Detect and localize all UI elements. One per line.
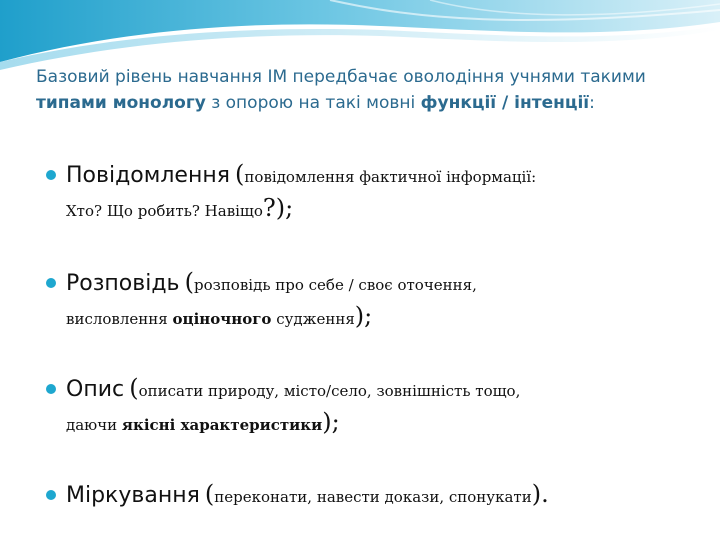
item-term: Розповідь — [66, 271, 180, 296]
bullet-dot-icon — [46, 384, 56, 394]
item-line-1 — [66, 160, 536, 188]
item-description: повідомлення фактичної інформації: — [244, 168, 537, 186]
item-line-1 — [66, 374, 520, 402]
item-description-cont: даючи — [66, 416, 122, 434]
bullet-dot-icon — [46, 278, 56, 288]
item-description-bold: оціночного — [172, 310, 272, 328]
item-close-paren: ). — [531, 480, 549, 508]
heading-text-2: з опорою на такі мовні — [205, 93, 421, 113]
item-line-1 — [66, 268, 477, 296]
item-line-2 — [66, 302, 372, 330]
item-description: переконати, навести докази, спонукати — [214, 488, 532, 506]
heading-text-3: : — [589, 93, 595, 113]
heading-bold-functions: функції / інтенції — [420, 93, 590, 113]
item-description-bold: якісні характеристики — [121, 416, 323, 434]
item-line-1 — [66, 480, 549, 508]
heading-text-1: Базовий рівень навчання ІМ передбачає оволодіння учнями такими — [36, 67, 646, 87]
item-close-paren: ?); — [262, 194, 294, 222]
item-line-2 — [66, 408, 340, 436]
item-line-2 — [66, 194, 293, 222]
item-term: Опис — [66, 377, 125, 402]
item-open-paren: ( — [235, 160, 245, 188]
item-description: розповідь про себе / своє оточення, — [194, 276, 477, 294]
item-open-paren: ( — [184, 268, 194, 296]
item-description-tail: судження — [271, 310, 355, 328]
heading-bold-monologue-types: типами монологу — [36, 93, 206, 113]
item-close-paren: ); — [322, 408, 340, 436]
item-term: Міркування — [66, 483, 200, 508]
item-open-paren: ( — [129, 374, 139, 402]
item-description: описати природу, місто/село, зовнішність тощо, — [138, 382, 521, 400]
item-open-paren: ( — [204, 480, 215, 508]
item-term: Повідомлення — [66, 163, 230, 188]
item-description-cont: висловлення — [66, 310, 173, 328]
bullet-dot-icon — [46, 490, 56, 500]
item-close-paren: ); — [354, 302, 373, 330]
item-description-cont: Хто? Що робить? Навіщо — [66, 202, 263, 220]
bullet-dot-icon — [46, 170, 56, 180]
